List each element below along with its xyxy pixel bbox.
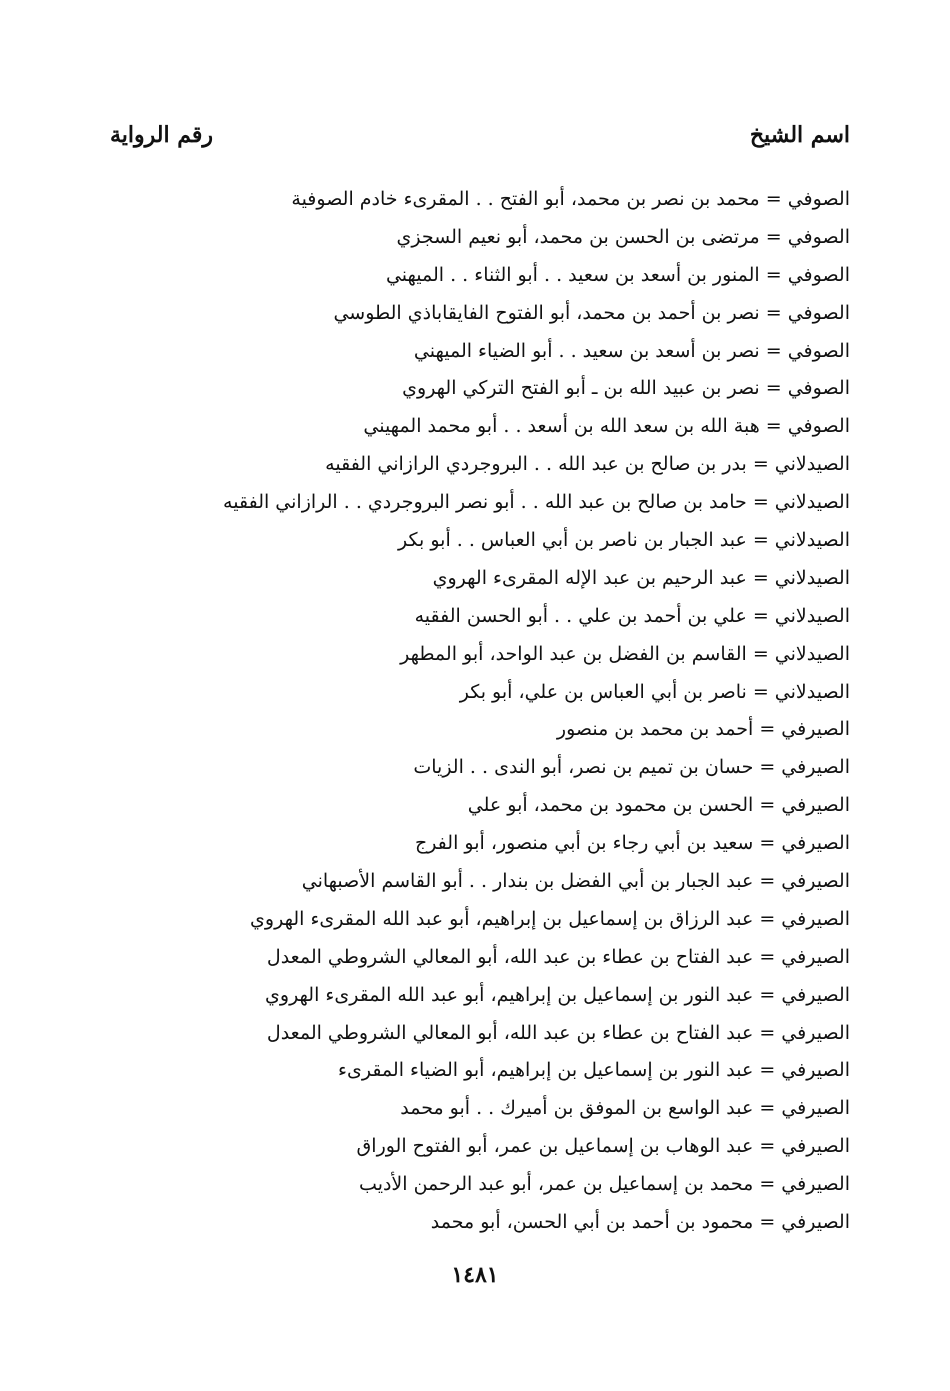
entry-line: الصيرفي = عبد الواسع بن الموفق بن أميرك . . أبو محمد	[400, 1097, 850, 1120]
sheikh-name-heading: اسم الشيخ	[749, 122, 850, 148]
entry-line: الصيرفي = عبد الجبار بن أبي الفضل بن بندار . . أبو القاسم الأصبهاني	[301, 870, 850, 893]
entry-line: الصيدلاني = بدر بن صالح بن عبد الله . . البروجردي الرازاني الفقيه	[325, 453, 850, 476]
entry-line: الصيدلاني = القاسم بن الفضل بن عبد الواحد، أبو المطهر	[400, 642, 850, 665]
entry-line: الصيدلاني = ناصر بن أبي العباس بن علي، أبو بكر	[459, 680, 850, 703]
entry-line: الصيدلاني = عبد الرحيم بن عبد الإله المقرىء الهروي	[432, 566, 850, 589]
entry-line: الصيرفي = الحسن بن محمود بن محمد، أبو علي	[467, 794, 850, 817]
entry-line: الصيرفي = سعيد بن أبي رجاء بن أبي منصور، أبو الفرج	[414, 832, 850, 855]
entry-line: الصيرفي = أحمد بن محمد بن منصور	[556, 718, 850, 741]
entry-line: الصيرفي = عبد الفتاح بن عطاء بن عبد الله، أبو المعالي الشروطي المعدل	[266, 945, 850, 968]
sheikh-entries-list	[130, 181, 850, 1242]
entry-line: الصيرفي = حسان بن تميم بن نصر، أبو الندى . . الزيات	[413, 756, 850, 779]
entry-line: الصيرفي = عبد الرزاق بن إسماعيل بن إبراهيم، أبو عبد الله المقرىء الهروي	[250, 907, 850, 930]
entry-line: الصيرفي = عبد الوهاب بن إسماعيل بن عمر، أبو الفتوح الوراق	[356, 1135, 850, 1158]
entry-line: الصيدلاني = علي بن أحمد بن علي . . أبو الحسن الفقيه	[414, 604, 850, 627]
entry-line: الصيدلاني = حامد بن صالح بن عبد الله . . أبو نصر البروجردي . . الرازاني الفقيه	[223, 491, 850, 514]
entry-line: الصوفي = مرتضى بن الحسن بن محمد، أبو نعيم السجزي	[396, 225, 850, 248]
page-number: ١٤٨١	[451, 1262, 499, 1288]
entry-line: الصيرفي = محمود بن أحمد بن أبي الحسن، أبو محمد	[430, 1211, 850, 1234]
entry-line: الصيرفي = محمد بن إسماعيل بن عمر، أبو عبد الرحمن الأديب	[359, 1173, 850, 1196]
entry-line: الصيدلاني = عبد الجبار بن ناصر بن أبي العباس . . أبو بكر	[398, 529, 850, 552]
entry-line: الصوفي = نصر بن عبيد الله بن ـ أبو الفتح التركي الهروي	[402, 377, 850, 400]
narration-number-heading: رقم الرواية	[110, 122, 214, 148]
entry-line: الصيرفي = عبد النور بن إسماعيل بن إبراهيم، أبو عبد الله المقرىء الهروي	[265, 983, 850, 1006]
entry-line: الصوفي = هبة الله بن سعد الله بن أسعد . . أبو محمد المهيني	[363, 415, 850, 438]
entry-line: الصوفي = محمد بن نصر بن محمد، أبو الفتح . . المقرىء خادم الصوفية	[291, 188, 850, 210]
entry-line: الصيرفي = عبد النور بن إسماعيل بن إبراهيم، أبو الضياء المقرىء	[338, 1059, 850, 1082]
entry-line: الصوفي = نصر بن أحمد بن محمد، أبو الفتوح الفايقاباذي الطوسي	[333, 301, 850, 324]
entry-line: الصوفي = نصر بن أسعد بن سعيد . . أبو الضياء الميهني	[413, 339, 850, 362]
column-header	[100, 122, 850, 162]
entry-line: الصيرفي = عبد الفتاح بن عطاء بن عبد الله، أبو المعالي الشروطي المعدل	[266, 1021, 850, 1044]
entry-line: الصوفي = المنور بن أسعد بن سعيد . . أبو الثناء . . الميهني	[385, 263, 850, 286]
